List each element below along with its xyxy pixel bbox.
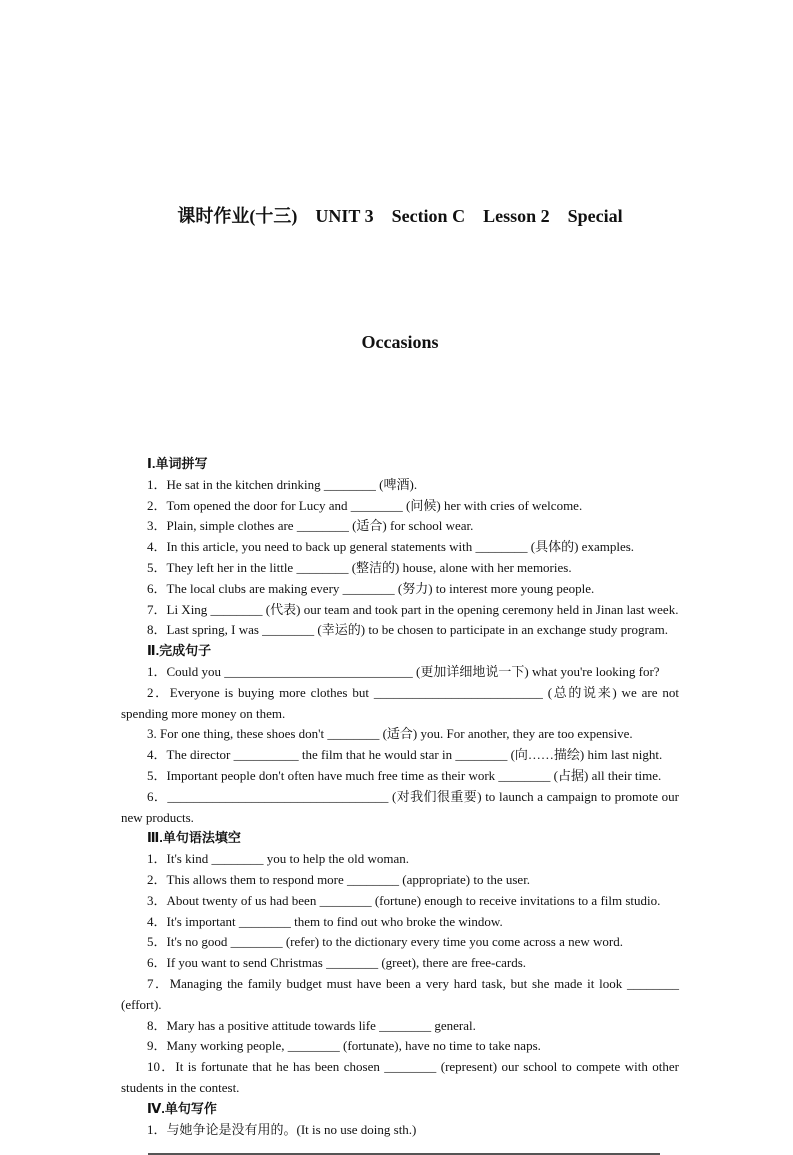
exercise-item: 4．The director __________ the film that he would star in ________ (向……描绘) him last night. [147, 747, 663, 763]
exercise-item: 8．Mary has a positive attitude towards life ________ general. [147, 1017, 476, 1033]
worksheet-title [121, 111, 679, 447]
title-line-1: 课时作业(十三) UNIT 3 Section C Lesson 2 Special [177, 206, 623, 226]
exercise-item: 1．与她争论是没有用的。(It is no use doing sth.) [147, 1121, 417, 1137]
exercise-item: 1．Could you _____________________________ (更加详细地说一下) what you're looking for? [147, 663, 660, 679]
exercise-item: 4．It's important ________ them to find out who broke the window. [147, 913, 503, 929]
exercise-item: 2．This allows them to respond more ________ (appropriate) to the user. [147, 871, 531, 887]
exercise-item: 6．__________________________________ (对我们很重要) to launch a campaign to promote our new products. [121, 788, 679, 825]
exercise-item: 9．Many working people, ________ (fortunate), have no time to take naps. [147, 1038, 541, 1054]
exercise-item: 5．It's no good ________ (refer) to the dictionary every time you come across a new word. [147, 934, 623, 950]
exercise-item: 8．Last spring, I was ________ (幸运的) to be chosen to participate in an exchange study program. [147, 622, 668, 638]
title-line-2: Occasions [361, 332, 439, 352]
exercise-item: 3．About twenty of us had been ________ (fortune) enough to receive invitations to a film studio. [147, 892, 661, 908]
exercise-item: 5．They left her in the little ________ (整洁的) house, alone with her memories. [147, 559, 572, 575]
exercise-item: 2．Everyone is buying more clothes but __________________________ (总的说来) we are not spending more money on them. [121, 684, 679, 721]
exercise-item: 7．Li Xing ________ (代表) our team and took part in the opening ceremony held in Jinan last week. [147, 601, 679, 617]
exercise-item: 4．In this article, you need to back up general statements with ________ (具体的) examples. [147, 539, 635, 555]
section-heading-complete-sentences: Ⅱ.完成句子 [147, 643, 212, 659]
exercise-item: 10．It is fortunate that he has been chosen ________ (represent) our school to compete with other students in the contest. [121, 1059, 679, 1095]
exercise-item: 5．Important people don't often have much free time as their work ________ (占据) all their time. [147, 767, 662, 783]
section-heading-grammar-fill: Ⅲ.单句语法填空 [147, 830, 241, 846]
exercise-item: 7．Managing the family budget must have been a very hard task, but she made it look ________ (effort). [121, 975, 679, 1012]
exercise-item: 2．Tom opened the door for Lucy and ________ (问候) her with cries of welcome. [147, 497, 583, 513]
exercise-item: 3．Plain, simple clothes are ________ (适合) for school wear. [147, 518, 474, 534]
exercise-item: 6．The local clubs are making every ________ (努力) to interest more young people. [147, 580, 595, 596]
exercise-item: 1．He sat in the kitchen drinking ________ (啤酒). [147, 476, 418, 492]
section-heading-word-spelling: Ⅰ.单词拼写 [147, 456, 208, 471]
worksheet-content [121, 111, 679, 1155]
exercise-item: 1．It's kind ________ you to help the old woman. [147, 851, 409, 867]
exercise-item: 6．If you want to send Christmas ________ (greet), there are free-cards. [147, 955, 527, 971]
exercise-item: 3. For one thing, these shoes don't ________ (适合) you. For another, they are too expensive. [147, 726, 633, 742]
section-heading-sentence-writing: Ⅳ.单句写作 [147, 1100, 217, 1116]
